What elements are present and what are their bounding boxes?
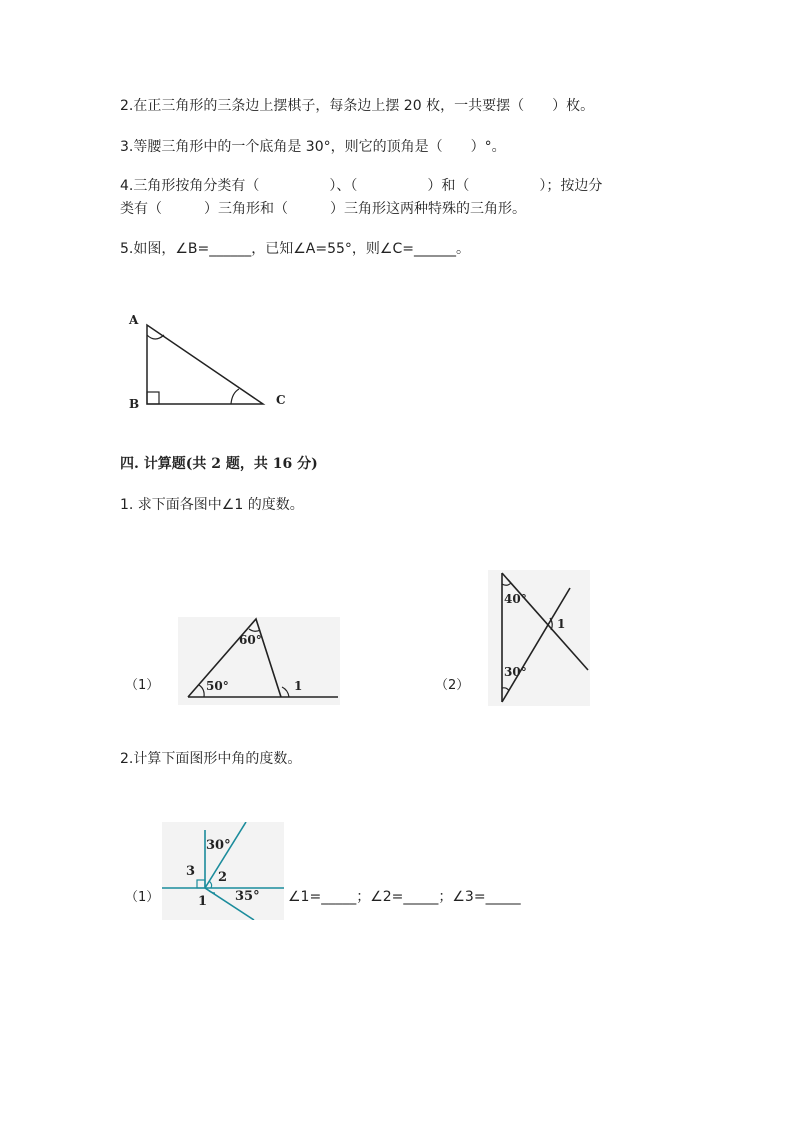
calc2-answer-blanks: ∠1=_____；∠2=_____；∠3=_____ <box>288 889 521 905</box>
angle-1-label: 1 <box>294 679 303 693</box>
angle-30-label: 30° <box>504 665 527 679</box>
vertex-c-label: C <box>276 393 286 407</box>
right-triangle-figure <box>120 305 300 415</box>
vertex-b-label: B <box>129 397 140 411</box>
angle-3-label: 3 <box>186 864 196 879</box>
calc-question-2: 2.计算下面图形中角的度数。 <box>120 751 302 767</box>
question-4-line-1: 4.三角形按角分类有（ ）、（ ）和（ ）；按边分 <box>120 178 603 194</box>
calc-question-1: 1. 求下面各图中∠1 的度数。 <box>120 497 304 513</box>
angle-1-label: 1 <box>198 894 208 909</box>
triangle-figure-2 <box>488 570 590 706</box>
figure-2-label: （2） <box>435 678 470 693</box>
angle-50-label: 50° <box>206 679 229 693</box>
question-4-line-2: 类有（ ）三角形和（ ）三角形这两种特殊的三角形。 <box>120 201 526 217</box>
angle-30-label: 30° <box>206 838 231 853</box>
triangle-figure-1 <box>178 617 340 705</box>
angle-40-label: 40° <box>504 592 527 606</box>
calc2-figure-label: （1） <box>125 890 160 905</box>
question-5: 5.如图，∠B=______，已知∠A=55°，则∠C=______。 <box>120 241 470 257</box>
vertex-a-label: A <box>129 313 139 327</box>
angles-figure <box>162 822 284 920</box>
angle-60-label: 60° <box>239 633 262 647</box>
section-4-title: 四. 计算题(共 2 题，共 16 分) <box>120 456 318 472</box>
question-2: 2.在正三角形的三条边上摆棋子，每条边上摆 20 枚，一共要摆（ ）枚。 <box>120 98 595 114</box>
angle-2-label: 2 <box>218 870 228 885</box>
angle-35-label: 35° <box>235 889 260 904</box>
question-3: 3.等腰三角形中的一个底角是 30°，则它的顶角是（ ）°。 <box>120 139 506 155</box>
figure-1-label: （1） <box>125 678 160 693</box>
angle-1-label: 1 <box>557 617 566 631</box>
